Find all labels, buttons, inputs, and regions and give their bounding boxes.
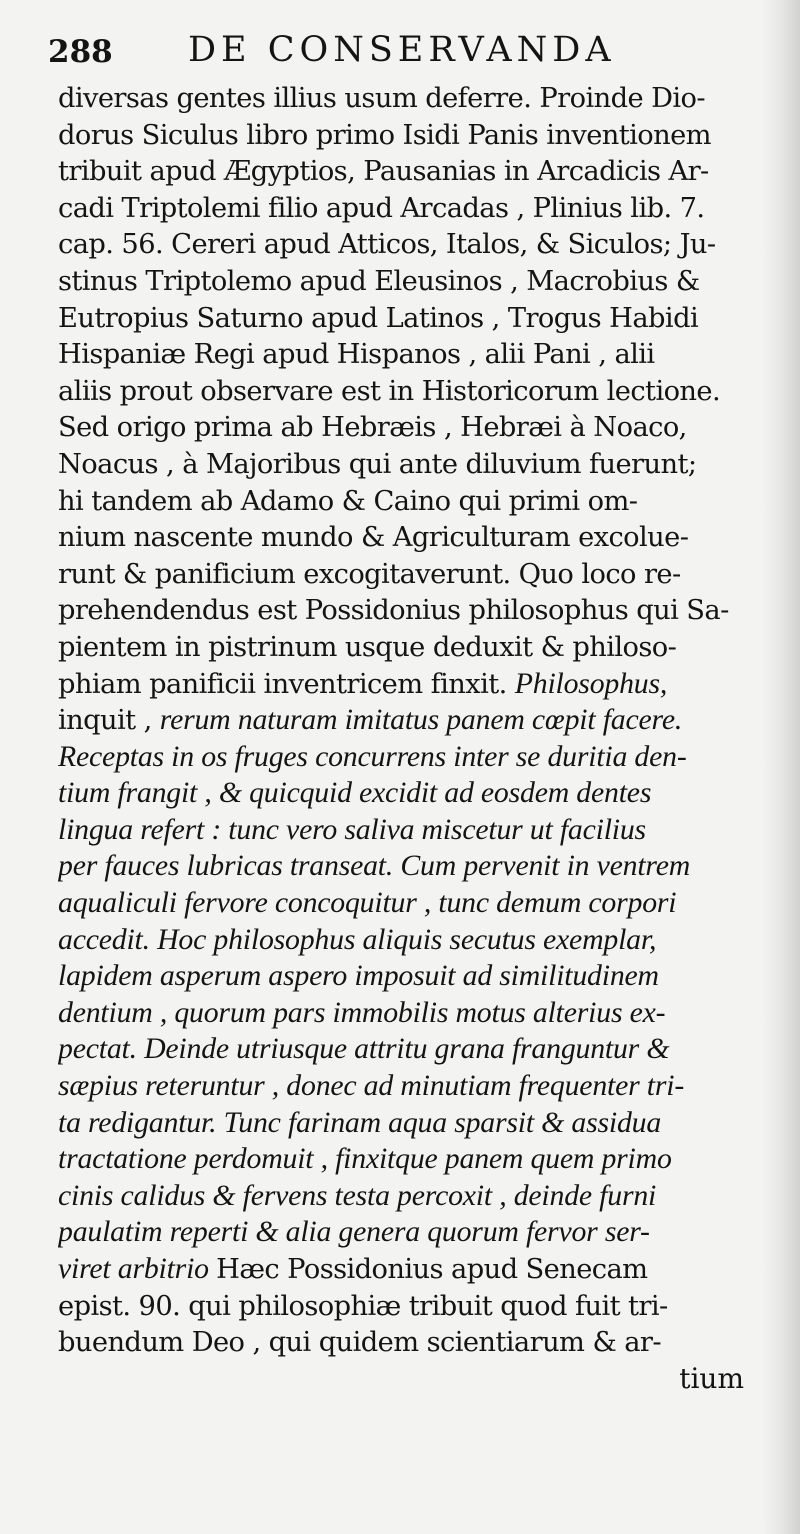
text-line: pientem in pistrinum usque deduxit & philoso- <box>58 630 677 663</box>
text-line: cinis calidus & fervens testa percoxit , deinde furni <box>58 1178 657 1212</box>
roman-segment: Hæc Possidonius apud Senecam <box>216 1253 648 1285</box>
text-line: ta redigantur. Tunc farinam aqua sparsit & assidua <box>58 1105 662 1139</box>
text-line: cadi Triptolemi filio apud Arcadas , Plinius lib. 7. <box>58 191 705 224</box>
roman-segment: inquit , <box>58 704 160 737</box>
page-number: 288 <box>48 34 113 70</box>
roman-segment: phiam panificii inventricem finxit. <box>58 667 515 700</box>
text-line: prehendendus est Possidonius philosophus qui Sa- <box>58 594 729 627</box>
text-line: dorus Siculus libro primo Isidi Panis inventionem <box>58 118 711 151</box>
body-text <box>58 80 768 1397</box>
text-line: cap. 56. Cereri apud Atticos, Italos, & Siculos; Ju- <box>58 228 716 261</box>
text-line: aliis prout observare est in Historicorum lectione. <box>58 374 721 407</box>
text-line: epist. 90. qui philosophiæ tribuit quod fuit tri- <box>58 1289 668 1322</box>
text-line: nium nascente mundo & Agriculturam excolue- <box>58 521 689 554</box>
text-line: Eutropius Saturno apud Latinos , Trogus Habidi <box>58 301 699 334</box>
running-head: DE CONSERVANDA <box>188 30 616 70</box>
text-line: lingua refert : tunc vero saliva miscetur ut facilius <box>58 812 646 846</box>
text-line: Noacus , à Majoribus qui ante diluvium fuerunt; <box>58 447 697 480</box>
text-line: runt & panificium excogitaverunt. Quo loco re- <box>58 557 681 590</box>
italic-segment: Philosophus, <box>514 666 668 700</box>
text-line: Hispaniæ Regi apud Hispanos , alii Pani , alii <box>58 338 655 371</box>
text-line: lapidem asperum aspero imposuit ad similitudinem <box>58 959 659 993</box>
text-line <box>58 666 763 703</box>
text-line <box>58 702 763 739</box>
italic-segment: rerum naturam imitatus panem cœpit facere. <box>159 703 683 737</box>
text-line: per fauces lubricas transeat. Cum pervenit in ventrem <box>58 849 691 883</box>
text-line: sæpius reteruntur , donec ad minutiam frequenter tri- <box>58 1069 685 1103</box>
text-line: tractatione perdomuit , finxitque panem quem primo <box>58 1142 672 1176</box>
italic-segment: viret arbitrio <box>58 1252 217 1285</box>
text-line: paulatim reperti & alia genera quorum fervor ser- <box>58 1215 650 1249</box>
text-line: tium frangit , & quicquid excidit ad eosdem dentes <box>58 776 652 810</box>
text-line: Sed origo prima ab Hebræis , Hebræi à Noaco, <box>58 411 687 444</box>
text-line: diversas gentes illius usum deferre. Proinde Dio- <box>58 82 706 114</box>
text-line: aqualiculi fervore concoquitur , tunc demum corpori <box>58 886 677 920</box>
text-line: hi tandem ab Adamo & Caino qui primi om- <box>58 484 638 517</box>
text-line: tribuit apud Ægyptios, Pausanias in Arcadicis Ar- <box>58 155 709 188</box>
text-line <box>58 1251 763 1288</box>
page-header <box>48 30 768 76</box>
text-line: Receptas in os fruges concurrens inter se duritia den- <box>58 739 687 773</box>
text-line: stinus Triptolemo apud Eleusinos , Macrobius & <box>58 264 700 297</box>
catchword: tium <box>679 1361 744 1395</box>
text-line: accedit. Hoc philosophus aliquis secutus exemplar, <box>58 922 657 956</box>
text-line: pectat. Deinde utriusque attritu grana franguntur & <box>58 1032 670 1066</box>
text-line: dentium , quorum pars immobilis motus alterius ex- <box>58 995 666 1029</box>
text-line: buendum Deo , qui quidem scientiarum & ar- <box>58 1326 662 1359</box>
